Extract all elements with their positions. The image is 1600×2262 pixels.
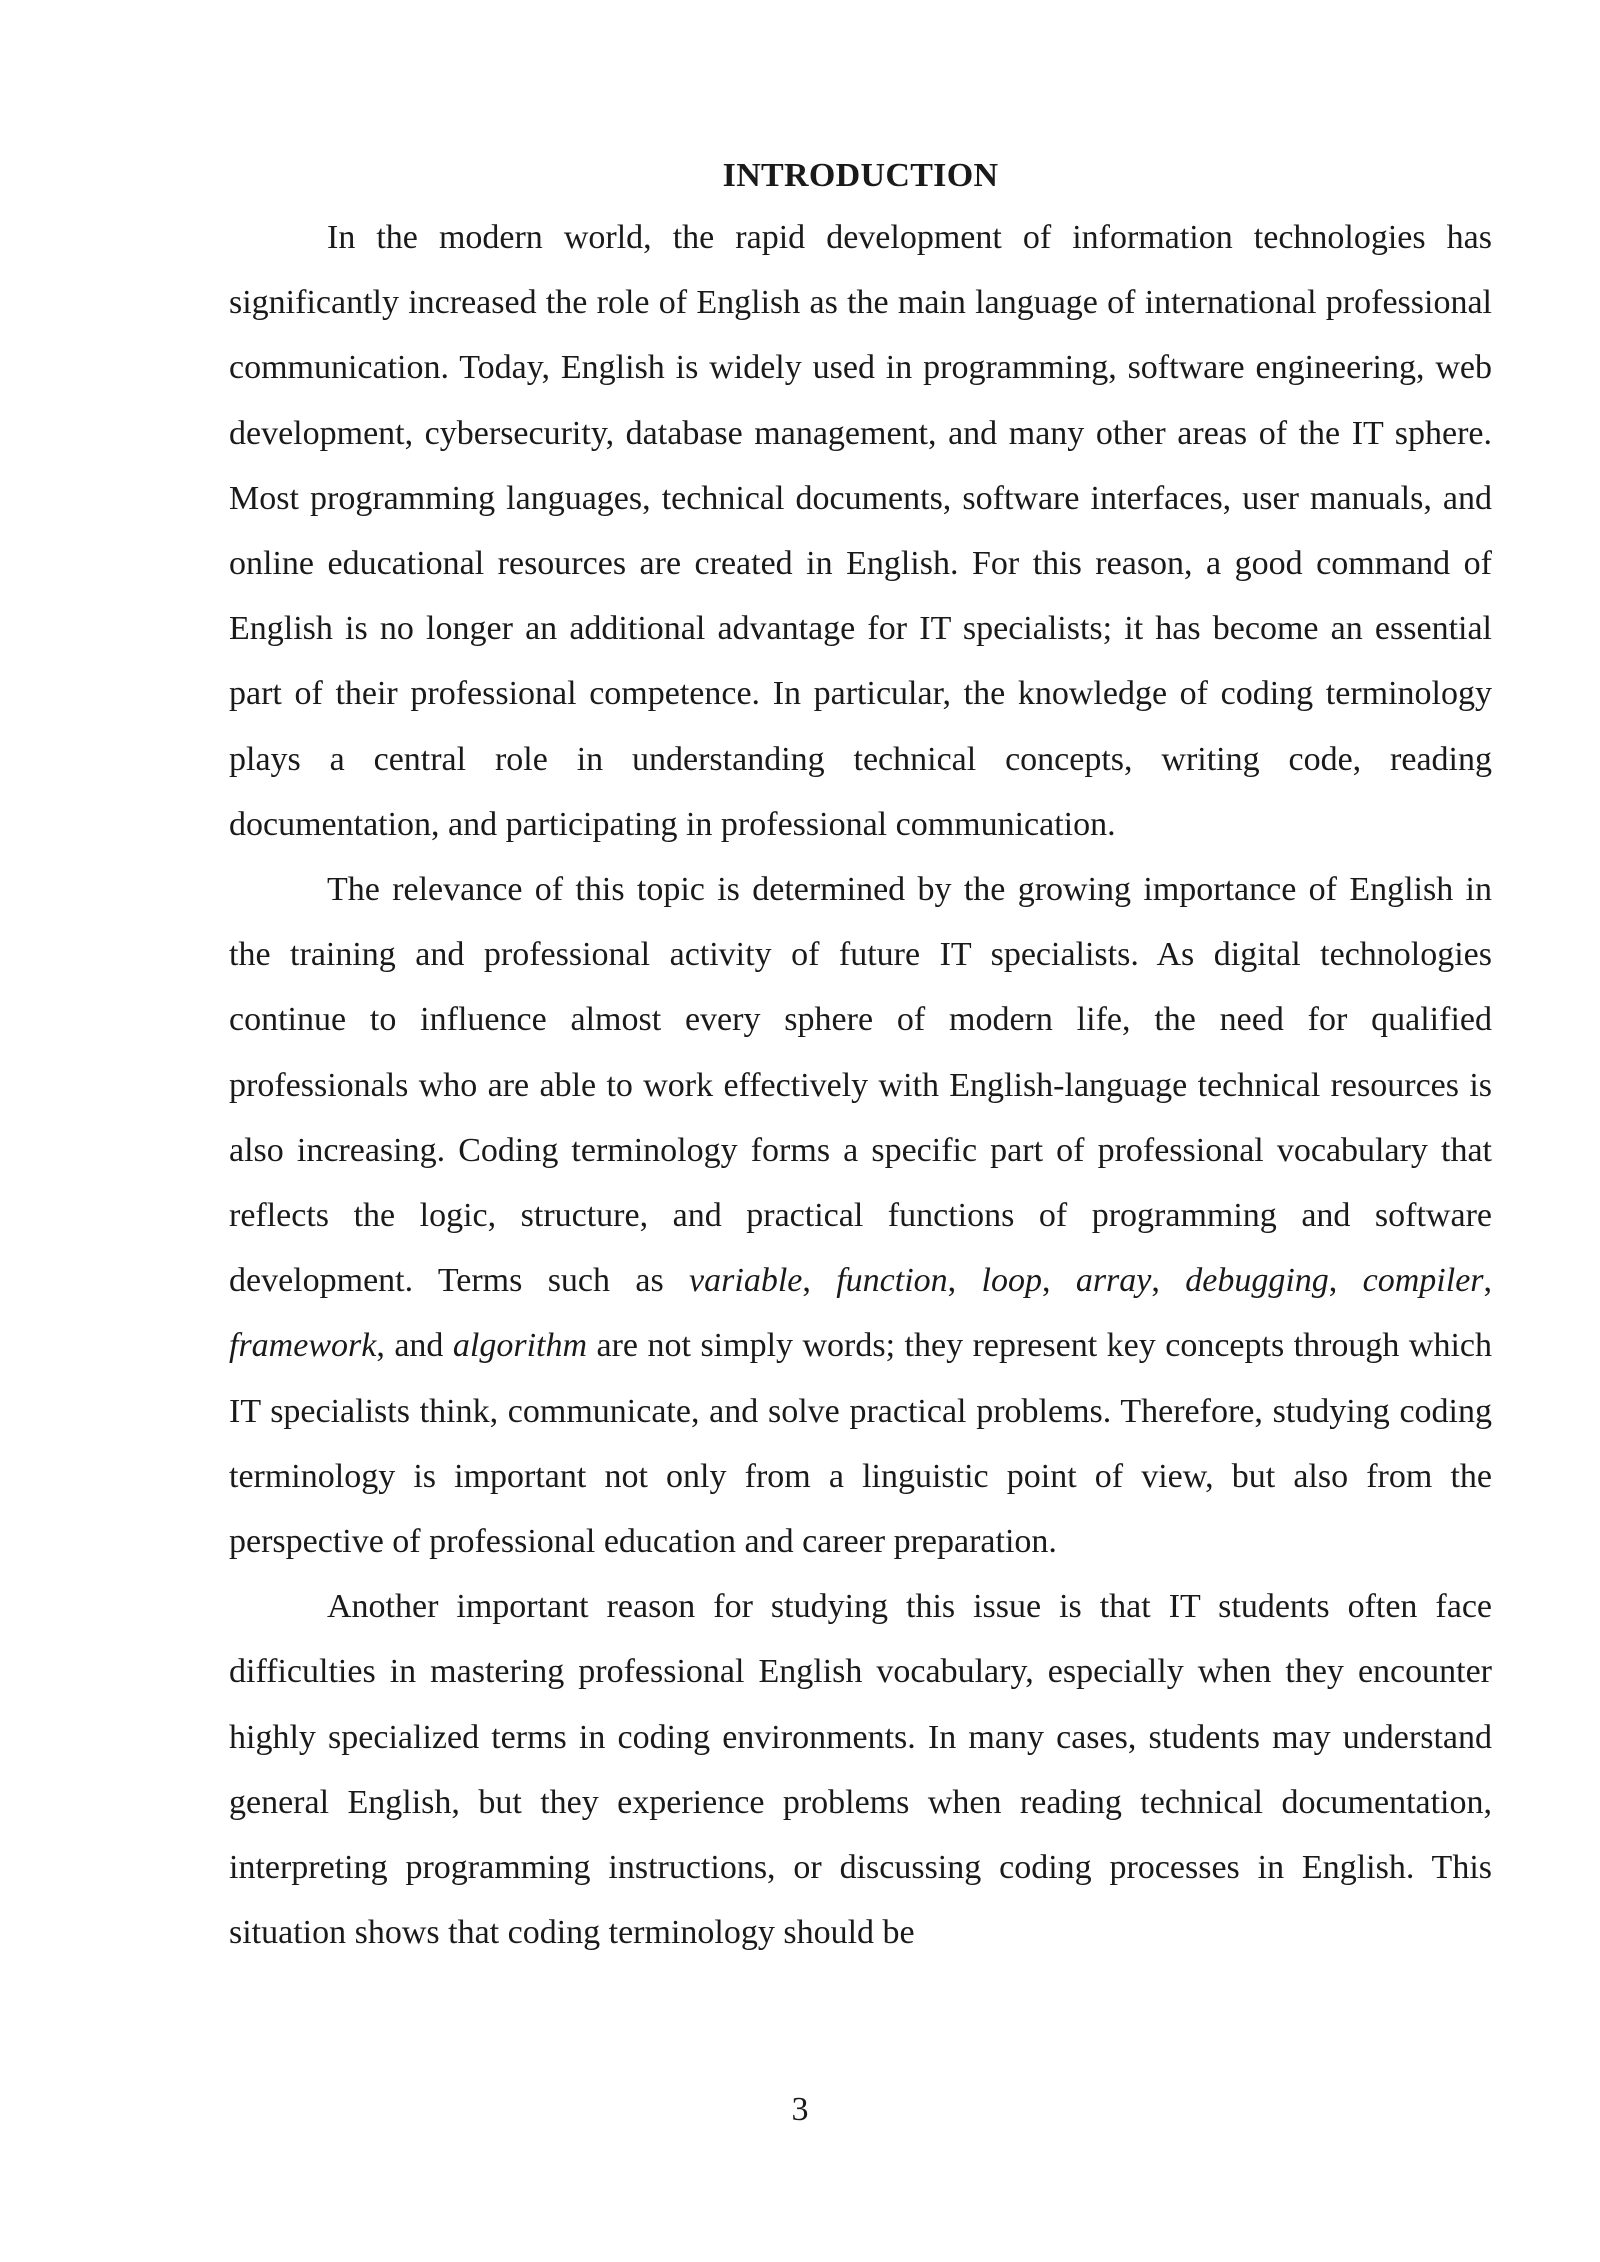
body-text (229, 205, 1492, 1965)
paragraph-text: Another important reason for studying this issue is that IT students often face difficulties in mastering professional English vocabulary, especially when they encounter highly specialized terms in coding environments. In many cases, students may understand general English, but they experience problems when reading technical documentation, interpreting programming instructions, or discussing coding processes in English. This situation shows that coding terminology should be (229, 1588, 1492, 1952)
paragraph-text: are not simply words; they represent key concepts through which IT specialists think, communicate, and solve practical problems. Therefore, studying coding terminology is important not only from a linguistic point of view, but also from the perspective of professional education and career preparation. (229, 1327, 1493, 1561)
separator: , and (376, 1327, 453, 1365)
paragraph-text: In the modern world, the rapid development of information technologies has significantly increased the role of English as the main language of international professional communication. Today, English is widely used in programming, software engineering, web development, cybersecurity, database management, and many other areas of the IT sphere. Most programming languages, technical documents, software interfaces, user manuals, and online educational resources are created in English. For this reason, a good command of English is no longer an additional advantage for IT specialists; it has become an essential part of their professional competence. In particular, the knowledge of coding terminology plays a central role in understanding technical concepts, writing code, reading documentation, and participating in professional communication. (229, 219, 1492, 843)
term-function: function (836, 1262, 948, 1300)
term-variable: variable (689, 1262, 803, 1300)
paragraph-text: The relevance of this topic is determined by the growing importance of English in the training and professional activity of future IT specialists. As digital technologies continue to influence almost every sphere of modern life, the need for qualified professionals who are able to work effectively with English-language technical resources is also increasing. Coding terminology forms a specific part of professional vocabulary that reflects the logic, structure, and practical functions of programming and software development. Terms such as (229, 871, 1492, 1300)
term-compiler: compiler (1362, 1262, 1484, 1300)
paragraph-introduction-1 (229, 205, 1492, 857)
term-framework: framework (229, 1327, 377, 1365)
separator: , (947, 1262, 982, 1300)
separator: , (1483, 1262, 1493, 1300)
separator: , (1328, 1262, 1363, 1300)
separator: , (1041, 1262, 1076, 1300)
term-array: array (1075, 1262, 1152, 1300)
term-algorithm: algorithm (452, 1327, 588, 1365)
paragraph-introduction-3 (229, 1574, 1492, 1965)
separator: , (802, 1262, 837, 1300)
page-number: 3 (791, 2091, 809, 2128)
term-loop: loop (981, 1262, 1042, 1300)
separator: , (1151, 1262, 1186, 1300)
term-debugging: debugging (1185, 1262, 1329, 1300)
page-title: INTRODUCTION (722, 157, 999, 194)
paragraph-introduction-2 (229, 857, 1492, 1574)
